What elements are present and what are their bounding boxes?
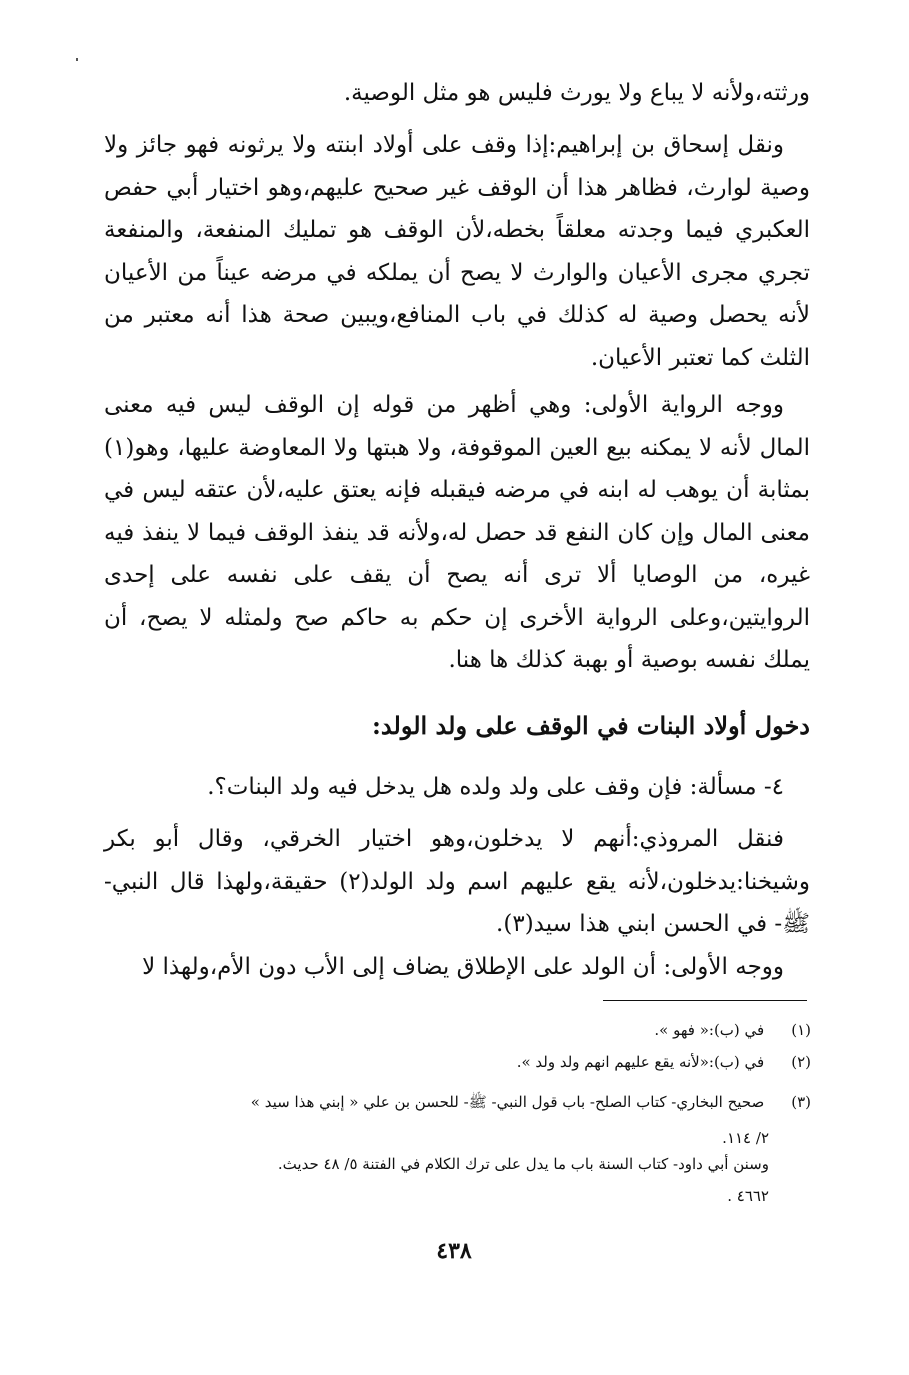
paragraph-text: ورثته،ولأنه لا يباع ولا يورث فليس هو مثل الوصية.	[343, 80, 810, 106]
section-heading: دخول أولاد البنات في الوقف على ولد الولد:	[372, 711, 810, 740]
paragraph-2	[104, 124, 810, 379]
footnote-1	[106, 1014, 811, 1046]
footnote-3-extra	[106, 1148, 769, 1180]
paragraph-text: فنقل المروذي:أنهم لا يدخلون،وهو اختيار الخرقي، وقال أبو بكر وشيخنا:يدخلون،لأنه يقع عليهم اسم ولد الولد(٢) حقيقة،ولهذا قال النبي- ﷺ- في الحسن ابني هذا سيد(٣).	[104, 826, 810, 937]
footnote-text: ٢/ ١١٤.	[722, 1129, 769, 1147]
footnote-number: (٣)	[791, 1093, 811, 1111]
footnote-2	[106, 1046, 811, 1078]
footnote-number: (٢)	[791, 1053, 811, 1071]
paragraph-text: ووجه الرواية الأولى: وهي أظهر من قوله إن الوقف ليس فيه معنى المال لأنه لا يمكنه بيع العين الموقوفة، ولا هبتها ولا المعاوضة عليها، وهو(١) بمثابة أن يوهب له ابنه في مرضه فيقبله فإنه يعتق عليه،لأن عتقه ليس في معنى المال وإن كان النفع قد حصل له،ولأنه قد ينفذ الوقف فيما لا ينفذ فيه غيره، من الوصايا ألا ترى أنه يصح أن يقف على نفسه على إحدى الروايتين،وعلى الرواية الأخرى إن حكم به حاكم صح ولمثله لا يصح، أن يملك نفسه بوصية أو بهبة كذلك ها هنا.	[104, 392, 810, 673]
paragraph-1	[104, 72, 810, 115]
footnote-text: صحيح البخاري- كتاب الصلح- باب قول النبي- ﷺ- للحسن بن علي « إبني هذا سيد »	[250, 1093, 765, 1111]
footnote-text: ٤٦٦٢ .	[727, 1187, 769, 1205]
footnote-number: (١)	[791, 1021, 811, 1039]
footnote-3	[106, 1086, 811, 1118]
footnote-text: في (ب):«لأنه يقع عليهم انهم ولد ولد ».	[516, 1053, 765, 1071]
paragraph-3	[104, 384, 810, 682]
scan-speck	[76, 58, 78, 61]
issue-4-statement	[104, 766, 810, 809]
paragraph-5	[104, 946, 810, 989]
footnote-text: وسنن أبي داود- كتاب السنة باب ما يدل على ترك الكلام في الفتنة ٥/ ٤٨ حديث.	[277, 1155, 769, 1173]
footnote-divider	[603, 1000, 807, 1001]
paragraph-4	[104, 818, 810, 946]
paragraph-text: ٤- مسألة: فإن وقف على ولد ولده هل يدخل فيه ولد البنات؟.	[207, 774, 784, 800]
footnote-text: في (ب):« فهو ».	[654, 1021, 765, 1039]
paragraph-text: ونقل إسحاق بن إبراهيم:إذا وقف على أولاد ابنته ولا يرثونه فهو جائز ولا وصية لوارث، فظاهر هذا أن الوقف غير صحيح عليهم،وهو اختيار أبي حفص العكبري فيما وجدته معلقاً بخطه،لأن الوقف هو تمليك المنفعة، والمنفعة تجري مجرى الأعيان والوارث لا يصح أن يملكه في مرضه عيناً من الأعيان لأنه يحصل وصية له كذلك في باب المنافع،ويبين صحة هذا أنه معتبر من الثلث كما تعتبر الأعيان.	[104, 132, 810, 371]
page-number: ٤٣٨	[436, 1238, 472, 1264]
paragraph-text: ووجه الأولى: أن الولد على الإطلاق يضاف إلى الأب دون الأم،ولهذا لا	[142, 954, 784, 980]
footnote-3-extra-continuation	[106, 1180, 769, 1212]
